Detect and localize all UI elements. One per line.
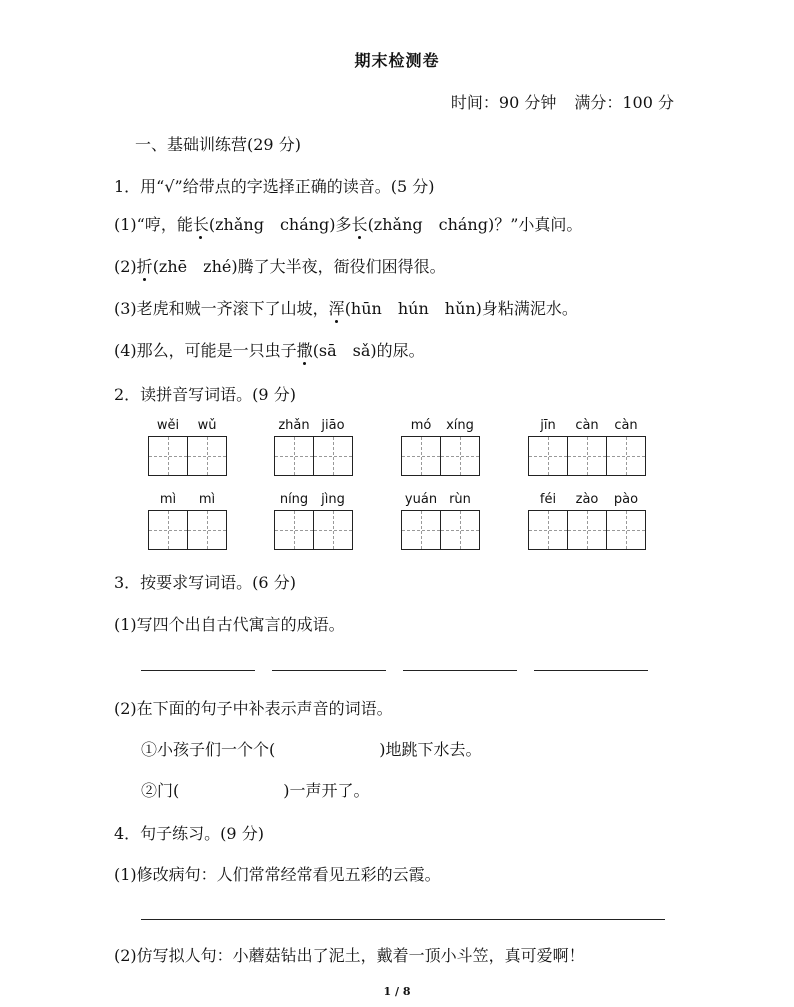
tianzige-grid[interactable] xyxy=(528,510,645,550)
tianzige-cell[interactable] xyxy=(274,510,314,550)
tianzige-cell[interactable] xyxy=(313,436,353,476)
q3-sub2: (2)在下面的句子中补表示声音的词语。 xyxy=(114,699,393,718)
tianzige-grid[interactable] xyxy=(401,436,479,476)
page-number: 1 / 8 xyxy=(383,985,411,998)
tianzige-grid[interactable] xyxy=(148,436,226,476)
q4-title: 4．句子练习。(9 分) xyxy=(114,824,264,843)
tianzige-cell[interactable] xyxy=(187,510,227,550)
q1-title: 1．用“√”给带点的字选择正确的读音。(5 分) xyxy=(114,177,435,196)
answer-blank[interactable] xyxy=(272,670,386,671)
dotted-char: 长 xyxy=(351,215,368,234)
q1-item-1: (1)“哼，能长(zhǎng cháng)多长(zhǎng cháng)？”小真问。 xyxy=(114,215,583,234)
tianzige-grid[interactable] xyxy=(274,510,352,550)
q4-sub2: (2)仿写拟人句：小蘑菇钻出了泥土，戴着一顶小斗笠，真可爱啊！ xyxy=(114,946,585,965)
dotted-char: 撒 xyxy=(296,341,313,360)
answer-blank[interactable] xyxy=(403,670,517,671)
exam-meta xyxy=(451,90,674,113)
q3-sentence-1: ①小孩子们一个个( )地跳下水去。 xyxy=(141,740,482,759)
pinyin-label: xíng xyxy=(446,418,474,433)
pinyin-label: zhǎn xyxy=(278,418,310,433)
pinyin-label: jīn xyxy=(540,418,556,433)
pinyin-label: pào xyxy=(613,492,639,507)
answer-blank[interactable] xyxy=(534,670,648,671)
pinyin-label: zào xyxy=(575,492,599,507)
pinyin-label: jìng xyxy=(321,492,345,507)
page-title: 期末检测卷 xyxy=(354,51,440,70)
pinyin-label: càn xyxy=(614,418,638,433)
section-title: 一、基础训练营(29 分) xyxy=(135,135,301,154)
tianzige-cell[interactable] xyxy=(440,510,480,550)
dotted-char: 折 xyxy=(136,257,153,276)
q1-item-2: (2)折(zhē zhé)腾了大半夜，衙役们困得很。 xyxy=(114,257,446,276)
q3-sub1: (1)写四个出自古代寓言的成语。 xyxy=(114,615,345,634)
tianzige-cell[interactable] xyxy=(567,510,607,550)
tianzige-cell[interactable] xyxy=(606,510,646,550)
pinyin-label: mì xyxy=(159,492,177,507)
pinyin-label: rùn xyxy=(449,492,471,507)
tianzige-cell[interactable] xyxy=(606,436,646,476)
q3-sentence-2: ②门( )一声开了。 xyxy=(141,781,370,800)
tianzige-cell[interactable] xyxy=(567,436,607,476)
tianzige-grid[interactable] xyxy=(274,436,352,476)
dotted-char: 浑 xyxy=(328,299,345,318)
pinyin-label: mì xyxy=(198,492,216,507)
q4-sub1: (1)修改病句：人们常常经常看见五彩的云霞。 xyxy=(114,865,441,884)
tianzige-grid[interactable] xyxy=(528,436,645,476)
pinyin-label: jiāo xyxy=(321,418,345,433)
tianzige-cell[interactable] xyxy=(528,510,568,550)
pinyin-label: wěi xyxy=(156,418,180,433)
tianzige-cell[interactable] xyxy=(187,436,227,476)
tianzige-cell[interactable] xyxy=(313,510,353,550)
q1-item-3: (3)老虎和贼一齐滚下了山坡，浑(hūn hún hǔn)身粘满泥水。 xyxy=(114,299,578,318)
q1-item-4: (4)那么，可能是一只虫子撒(sā sǎ)的尿。 xyxy=(114,341,425,360)
tianzige-cell[interactable] xyxy=(148,510,188,550)
time-limit: 时间：90 分钟 xyxy=(450,93,557,112)
pinyin-label: níng xyxy=(279,492,309,507)
full-score: 满分：100 分 xyxy=(574,93,674,112)
tianzige-cell[interactable] xyxy=(401,436,441,476)
tianzige-cell[interactable] xyxy=(274,436,314,476)
pinyin-label: càn xyxy=(575,418,599,433)
q2-title: 2．读拼音写词语。(9 分) xyxy=(114,385,296,404)
tianzige-cell[interactable] xyxy=(148,436,188,476)
tianzige-cell[interactable] xyxy=(401,510,441,550)
answer-blank[interactable] xyxy=(141,670,255,671)
pinyin-label: yuán xyxy=(404,492,438,507)
q3-title: 3．按要求写词语。(6 分) xyxy=(114,573,296,592)
pinyin-label: wǔ xyxy=(197,418,217,433)
tianzige-grid[interactable] xyxy=(401,510,479,550)
tianzige-cell[interactable] xyxy=(528,436,568,476)
pinyin-label: féi xyxy=(539,492,557,507)
tianzige-cell[interactable] xyxy=(440,436,480,476)
pinyin-label: mó xyxy=(410,418,432,433)
answer-line[interactable] xyxy=(141,919,665,920)
dotted-char: 长 xyxy=(192,215,209,234)
tianzige-grid[interactable] xyxy=(148,510,226,550)
